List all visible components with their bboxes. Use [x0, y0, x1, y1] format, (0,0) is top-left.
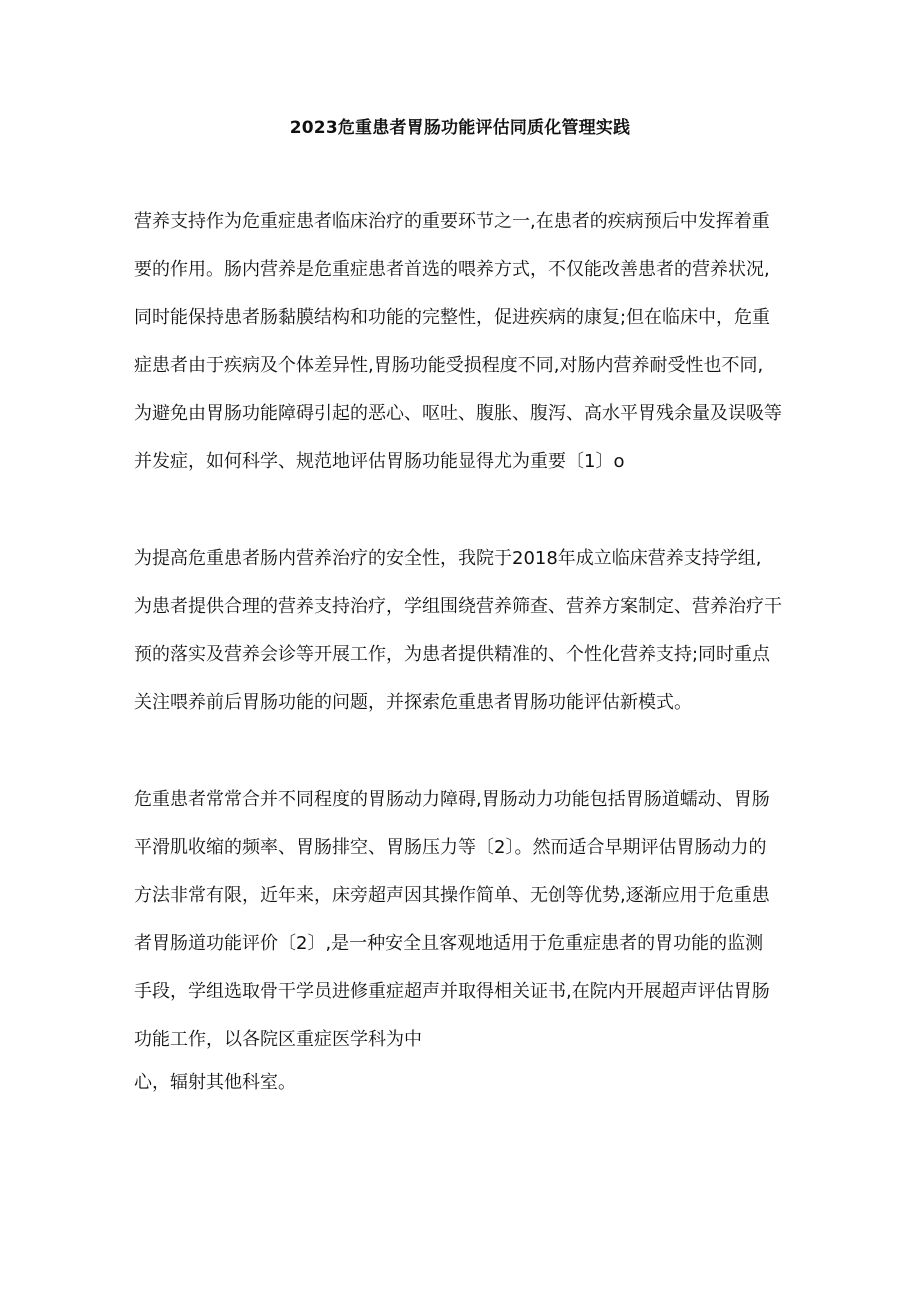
paragraph-line: 症患者由于疾病及个体差异性,胃肠功能受损程度不同,对肠内营养耐受性也不同,	[134, 355, 764, 376]
paragraph-gi-motility	[134, 776, 794, 1064]
paragraph-line: 为提高危重患者肠内营养治疗的安全性，我院于2018年成立临床营养支持学组,	[134, 548, 762, 569]
paragraph-line: 营养支持作为危重症患者临床治疗的重要环节之一,在患者的疾病预后中发挥着重	[134, 211, 770, 232]
paragraph-line: 并发症，如何科学、规范地评估胃肠功能显得尤为重要〔1〕o	[134, 451, 625, 472]
paragraph-line: 为避免由胃肠功能障碍引起的恶心、呕吐、腹胀、腹泻、高水平胃残余量及误吸等	[134, 403, 782, 424]
paragraph-line: 关注喂养前后胃肠功能的问题，并探索危重患者胃肠功能评估新模式。	[134, 692, 692, 713]
paragraph-line: 手段，学组选取骨干学员进修重症超声并取得相关证书,在院内开展超声评估胃肠	[134, 981, 770, 1002]
paragraph-line: 平滑肌收缩的频率、胃肠排空、胃肠压力等〔2〕。然而适合早期评估胃肠动力的	[134, 837, 767, 858]
paragraph-continuation	[134, 1059, 794, 1107]
paragraph-line: 功能工作，以各院区重症医学科为中	[134, 1029, 422, 1050]
paragraph-line: 预的落实及营养会诊等开展工作，为患者提供精准的、个性化营养支持;同时重点	[134, 644, 771, 665]
paragraph-line: 要的作用。肠内营养是危重症患者首选的喂养方式，不仅能改善患者的营养状况,	[134, 259, 770, 280]
paragraph-line: 心，辐射其他科室。	[134, 1072, 296, 1093]
document-title: 2023危重患者胃肠功能评估同质化管理实践	[289, 118, 631, 138]
paragraph-line: 同时能保持患者肠黏膜结构和功能的完整性，促进疾病的康复;但在临床中，危重	[134, 307, 771, 328]
paragraph-nutrition-support	[134, 198, 794, 486]
paragraph-line: 危重患者常常合并不同程度的胃肠动力障碍,胃肠动力功能包括胃肠道蠕动、胃肠	[134, 789, 770, 810]
paragraph-line: 为患者提供合理的营养支持治疗，学组围绕营养筛查、营养方案制定、营养治疗干	[134, 596, 782, 617]
paragraph-nutrition-team	[134, 535, 794, 727]
paragraph-line: 者胃肠道功能评价〔2〕,是一种安全且客观地适用于危重症患者的胃功能的监测	[134, 933, 764, 954]
paragraph-line: 方法非常有限，近年来，床旁超声因其操作简单、无创等优势,逐渐应用于危重患	[134, 885, 770, 906]
